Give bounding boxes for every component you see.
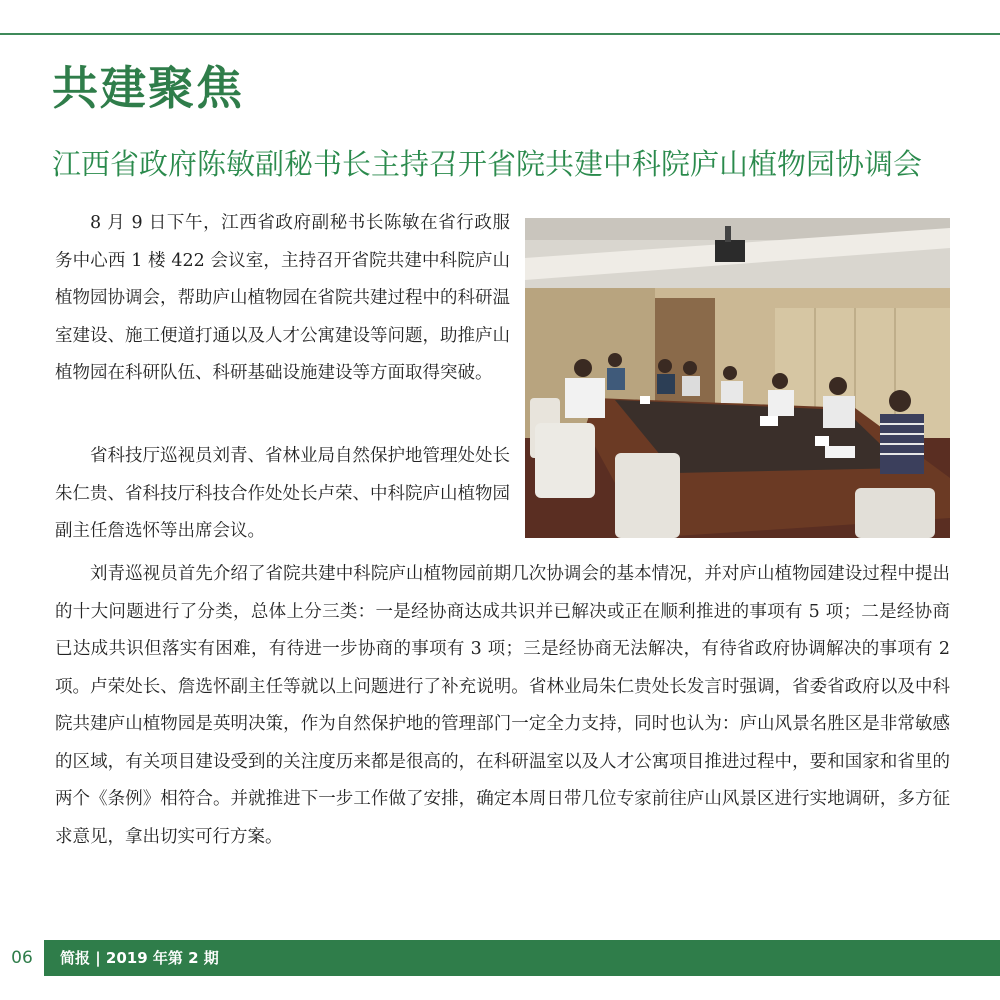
article-headline: 江西省政府陈敏副秘书长主持召开省院共建中科院庐山植物园协调会 (52, 147, 923, 181)
publication-label: 简报 | 2019 年第 2 期 (60, 949, 219, 967)
paragraph-2: 省科技厅巡视员刘青、省林业局自然保护地管理处处长朱仁贵、省科技厅科技合作处处长卢荣、中科院庐山植物园副主任詹选怀等出席会议。 (55, 446, 510, 541)
paragraph-3: 刘青巡视员首先介绍了省院共建中科院庐山植物园前期几次协调会的基本情况，并对庐山植物园建设过程中提出的十大问题进行了分类，总体上分三类：一是经协商达成共识并已解决或正在顺利推进的事项有 5 项；二是经协商已达成共识但落实有困难，有待进一步协商的事项有 3 项；三是经协商无法解决，有待省政府协调解决的事项有 2 项。卢荣处长、詹选怀副主任等就以上问题进行了补充说明。省林业局朱仁贵处长发言时强调，省委省政府以及中科院共建庐山植物园是英明决策，作为自然保护地的管理部门一定全力支持，同时也认为：庐山风景名胜区是非常敏感的区域，有关项目建设受到的关注度历来都是很高的，在科研温室以及人才公寓项目推进过程中，要和国家和省里的两个《条例》相符合。并就推进下一步工作做了安排，确定本周日带几位专家前往庐山风景区进行实地调研，多方征求意见，拿出切实可行方案。 (55, 564, 950, 847)
top-rule (0, 33, 1000, 35)
section-title: 共建聚焦 (52, 61, 244, 115)
paragraph-1: 8 月 9 日下午，江西省政府副秘书长陈敏在省行政服务中心西 1 楼 422 会议室，主持召开省院共建中科院庐山植物园协调会，帮助庐山植物园在省院共建过程中的科研温室建设、施工便道打通以及人才公寓建设等问题，助推庐山植物园在科研队伍、科研基础设施建设等方面取得突破。 (55, 213, 510, 383)
page-number: 06 (0, 940, 44, 976)
meeting-photo (525, 218, 950, 538)
